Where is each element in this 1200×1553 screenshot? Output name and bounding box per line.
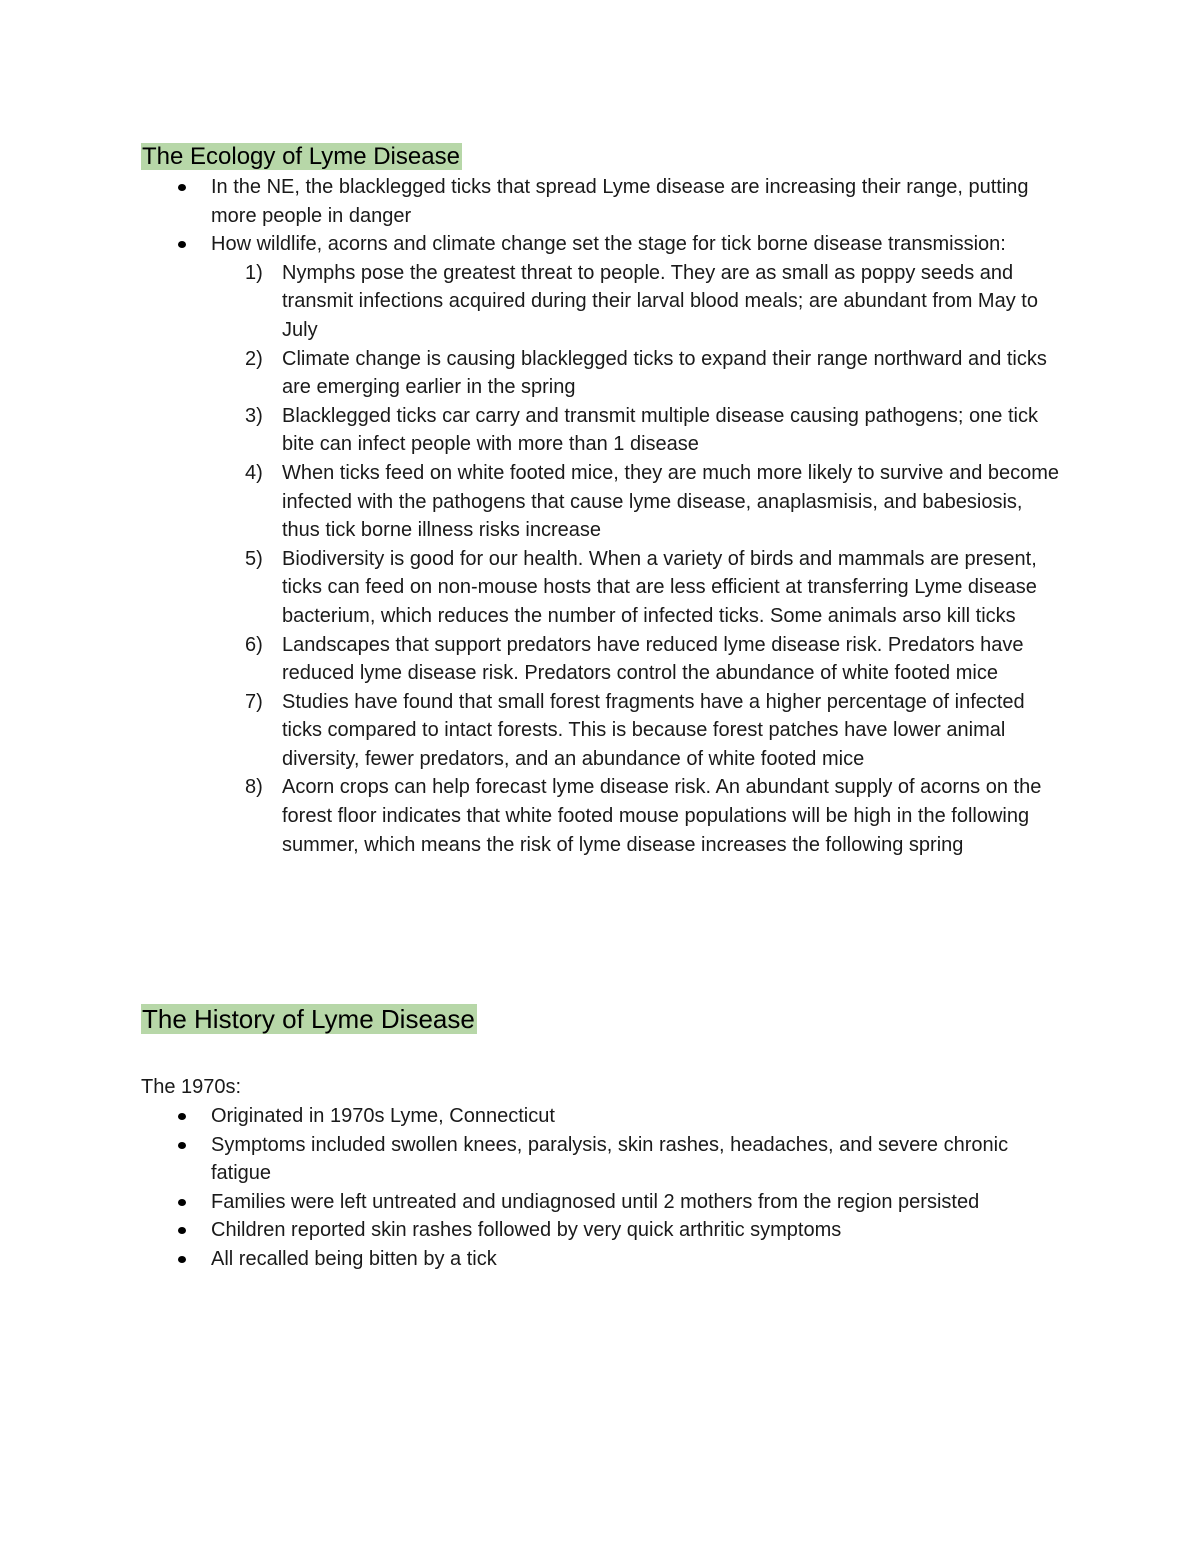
history-heading [141,1001,477,1037]
item-text: Blacklegged ticks car carry and transmit multiple disease causing pathogens; one tick bite can infect people with more than 1 disease [282,404,1038,456]
numbered-item [0,545,1062,631]
numbered-item [0,688,1062,774]
bullet-icon [178,1227,186,1234]
history-heading-text: The History of Lyme Disease [142,1004,475,1034]
item-text: Nymphs pose the greatest threat to people. They are as small as poppy seeds and transmit infections acquired during their larval blood meals; are abundant from May to July [282,261,1038,341]
ecology-bullet-1-text: In the NE, the blacklegged ticks that spread Lyme disease are increasing their range, putting more people in danger [211,176,1029,227]
ecology-bullet-2-text: How wildlife, acorns and climate change set the stage for tick borne disease transmission: [211,233,1006,256]
ecology-heading-text: The Ecology of Lyme Disease [142,143,460,170]
history-bullet-text: Families were left untreated and undiagnosed until 2 mothers from the region persisted [211,1190,980,1213]
list-item [0,1102,1071,1131]
item-number: 8) [245,776,263,799]
bullet-icon [178,1256,186,1263]
numbered-item [0,459,1062,545]
list-item [0,1131,1071,1188]
history-bullet-text: Symptoms included swollen knees, paralysis, skin rashes, headaches, and severe chronic fatigue [211,1133,1009,1185]
history-bullet-text: All recalled being bitten by a tick [211,1247,497,1270]
item-text: When ticks feed on white footed mice, they are much more likely to survive and become infected with the pathogens that cause lyme disease, anaplasmisis, and babesiosis, thus tick borne illness risks increase [282,461,1060,542]
item-number: 7) [245,690,263,713]
item-number: 3) [245,404,263,427]
item-text: Biodiversity is good for our health. When a variety of birds and mammals are present, ticks can feed on non-mouse hosts that are less efficient at transferring Lyme disease bacterium, which reduces the number of infected ticks. Some animals arso kill ticks [282,547,1037,627]
item-text: Acorn crops can help forecast lyme disease risk. An abundant supply of acorns on the forest floor indicates that white footed mouse populations will be high in the following summer, which means the risk of lyme disease increases the following spring [282,776,1042,856]
item-number: 2) [245,347,263,370]
ecology-numbered-list [211,259,1071,859]
item-number: 4) [245,461,263,484]
item-number: 1) [245,261,263,284]
item-number: 5) [245,547,263,570]
ecology-bullet-list [0,173,1071,859]
bullet-icon [178,184,186,191]
numbered-item [0,402,1062,459]
item-text: Climate change is causing blacklegged ticks to expand their range northward and ticks are emerging earlier in the spring [282,347,1047,399]
list-item [0,1188,1071,1217]
bullet-icon [178,1142,186,1149]
bullet-icon [178,241,186,248]
bullet-icon [178,1113,186,1120]
list-item [0,1245,1071,1274]
item-text: Landscapes that support predators have reduced lyme disease risk. Predators have reduced lyme disease risk. Predators control the abundance of white footed mice [282,633,1024,685]
history-bullet-text: Children reported skin rashes followed by very quick arthritic symptoms [211,1219,842,1242]
item-text: Studies have found that small forest fragments have a higher percentage of infected ticks compared to intact forests. This is because forest patches have lower animal diversity, fewer predators, and an abundance of white footed mice [282,690,1025,770]
numbered-item [0,773,1062,859]
list-item [0,173,1071,230]
bullet-icon [178,1199,186,1206]
ecology-heading [141,141,462,173]
numbered-item [0,345,1062,402]
item-number: 6) [245,633,263,656]
decade-label: The 1970s: [141,1076,242,1098]
numbered-item [0,259,1062,345]
history-bullet-list [0,1102,1071,1274]
numbered-item [0,631,1062,688]
history-bullet-text: Originated in 1970s Lyme, Connecticut [211,1105,555,1127]
list-item [0,1216,1071,1245]
list-item [0,230,1071,859]
